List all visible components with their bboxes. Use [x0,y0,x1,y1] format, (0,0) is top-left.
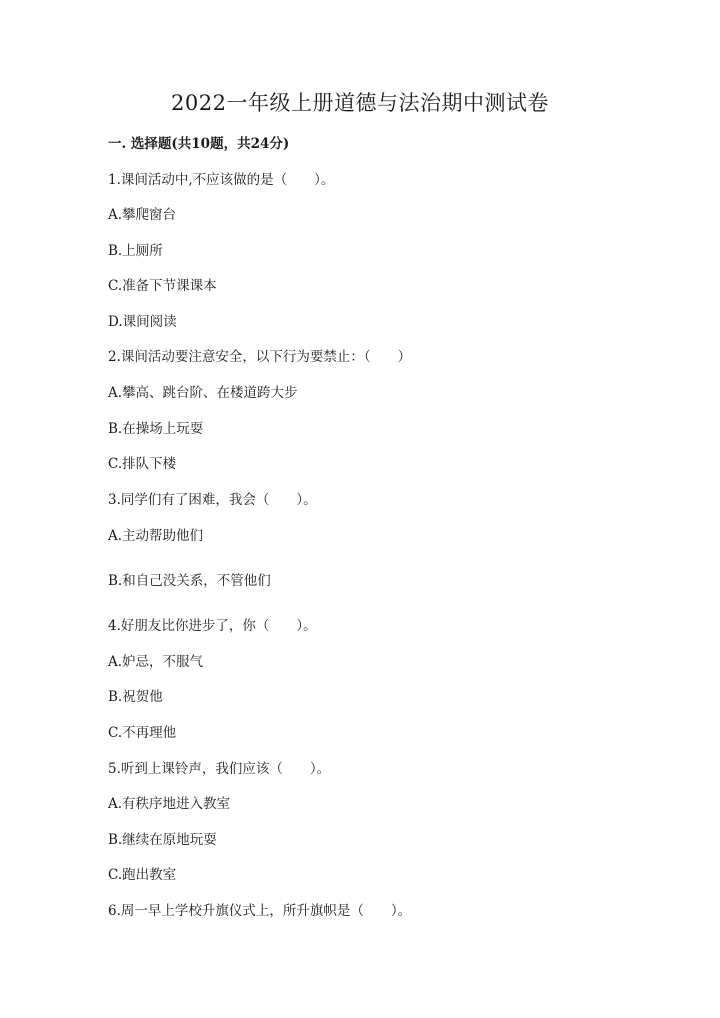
question-1-option-a: A.攀爬窗台 [108,207,177,223]
question-2-option-a: A.攀高、跳台阶、在楼道跨大步 [108,385,298,401]
question-5-option-c: C.跑出教室 [108,867,177,883]
question-4-option-b: B.祝贺他 [108,689,163,705]
question-4-option-a: A.妒忌，不服气 [108,654,204,670]
question-5-option-b: B.继续在原地玩耍 [108,832,217,848]
question-1-option-c: C.准备下节课课本 [108,278,217,294]
question-6-stem: 6.周一早上学校升旗仪式上，所升旗帜是（ ）。 [108,903,412,919]
section-heading: 一. 选择题(共10题，共24分) [108,136,290,152]
question-1-stem: 1.课间活动中,不应该做的是（ ）。 [108,172,335,188]
question-1-option-d: D.课间阅读 [108,314,177,330]
question-4-option-c: C.不再理他 [108,725,177,741]
question-3-stem: 3.同学们有了困难，我会（ ）。 [108,492,317,508]
question-4-stem: 4.好朋友比你进步了，你（ ）。 [108,618,317,634]
question-2-option-b: B.在操场上玩耍 [108,421,204,437]
question-3-option-b: B.和自己没关系，不管他们 [108,573,271,589]
question-5-option-a: A.有秩序地进入教室 [108,796,231,812]
question-2-stem: 2.课间活动要注意安全，以下行为要禁止：（ ） [108,349,412,365]
question-2-option-c: C.排队下楼 [108,456,177,472]
question-3-option-a: A.主动帮助他们 [108,528,204,544]
question-1-option-b: B.上厕所 [108,243,163,259]
question-5-stem: 5.听到上课铃声，我们应该（ ）。 [108,761,331,777]
exam-title: 2022一年级上册道德与法治期中测试卷 [171,91,549,115]
